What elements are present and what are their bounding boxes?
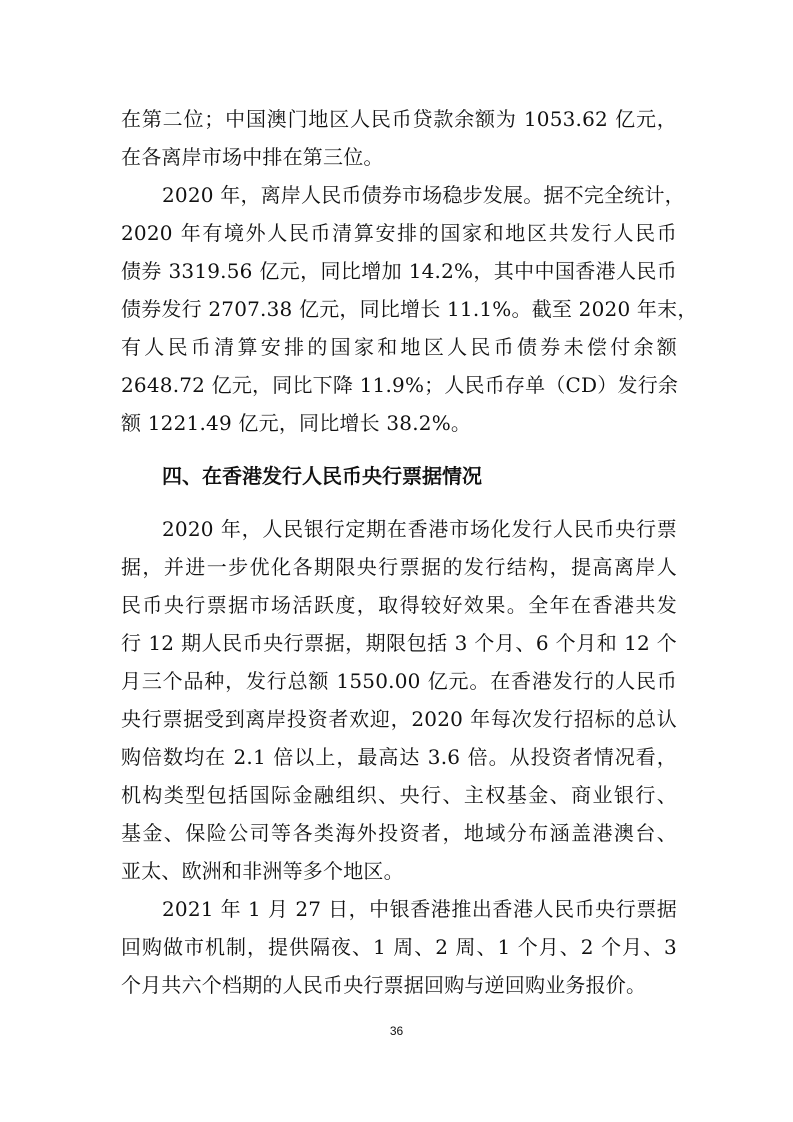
text-line: 机构类型包括国际金融组织、央行、主权基金、商业银行、 xyxy=(121,783,677,807)
text-line: 有人民币清算安排的国家和地区人民币债券未偿付余额 xyxy=(121,335,677,359)
text-line: 央行票据受到离岸投资者欢迎，2020 年每次发行招标的总认 xyxy=(121,707,677,731)
text-line: 购倍数均在 2.1 倍以上，最高达 3.6 倍。从投资者情况看， xyxy=(121,745,677,769)
text-line: 债券 3319.56 亿元，同比增加 14.2%，其中中国香港人民币 xyxy=(121,259,677,283)
text-line: 回购做市机制，提供隔夜、1 周、2 周、1 个月、2 个月、3 xyxy=(121,935,677,959)
text-line: 民币央行票据市场活跃度，取得较好效果。全年在香港共发 xyxy=(121,593,677,617)
text-line: 2020 年有境外人民币清算安排的国家和地区共发行人民币 xyxy=(121,221,677,245)
text-line: 2020 年，离岸人民币债券市场稳步发展。据不完全统计， xyxy=(162,183,685,207)
text-line: 在各离岸市场中排在第三位。 xyxy=(121,145,384,169)
text-line: 行 12 期人民币央行票据，期限包括 3 个月、6 个月和 12 个 xyxy=(121,631,677,655)
text-line: 2021 年 1 月 27 日，中银香港推出香港人民币央行票据 xyxy=(162,897,677,921)
text-line: 2648.72 亿元，同比下降 11.9%；人民币存单（CD）发行余 xyxy=(121,373,679,397)
page-number: 36 xyxy=(389,1024,404,1038)
text-line: 基金、保险公司等各类海外投资者，地域分布涵盖港澳台、 xyxy=(121,821,677,845)
text-line: 债券发行 2707.38 亿元，同比增长 11.1%。截至 2020 年末， xyxy=(121,297,698,321)
text-line: 亚太、欧洲和非洲等多个地区。 xyxy=(121,859,404,883)
text-line: 个月共六个档期的人民币央行票据回购与逆回购业务报价。 xyxy=(121,973,647,997)
text-line: 在第二位；中国澳门地区人民币贷款余额为 1053.62 亿元， xyxy=(121,107,677,131)
section-heading: 四、在香港发行人民币央行票据情况 xyxy=(162,464,482,488)
text-line: 月三个品种，发行总额 1550.00 亿元。在香港发行的人民币 xyxy=(121,669,677,693)
text-line: 额 1221.49 亿元，同比增长 38.2%。 xyxy=(121,411,472,435)
text-line: 据，并进一步优化各期限央行票据的发行结构，提高离岸人 xyxy=(121,555,677,579)
text-line: 2020 年，人民银行定期在香港市场化发行人民币央行票 xyxy=(162,517,677,541)
